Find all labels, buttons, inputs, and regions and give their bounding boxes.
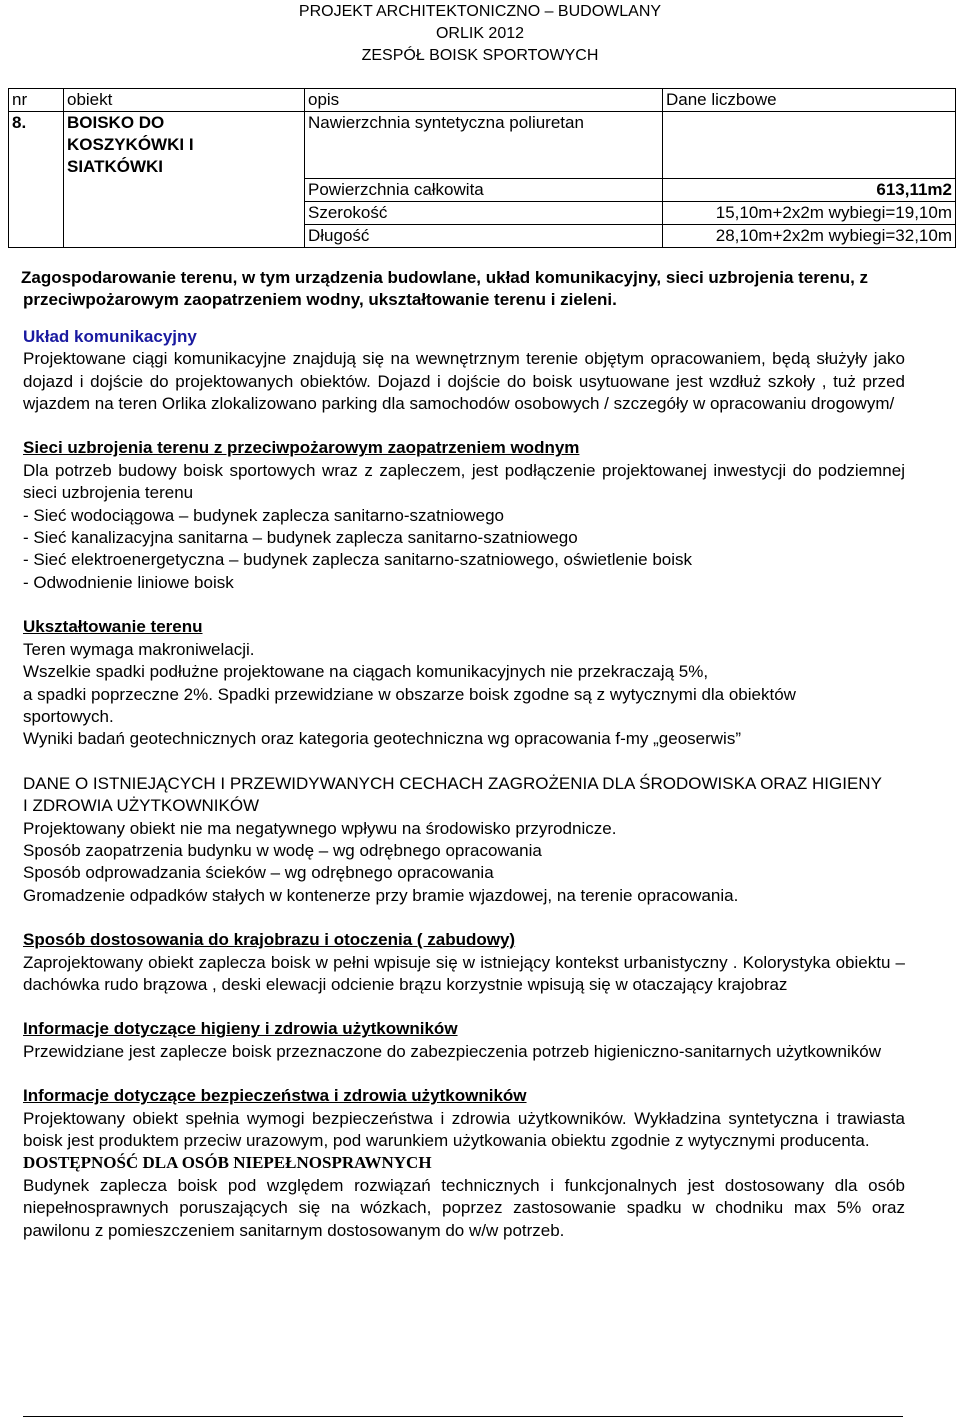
section-title-hazards: DANE O ISTNIEJĄCYCH I PRZEWIDYWANYCH CECHACH ZAGROŻENIA DLA ŚRODOWISKA ORAZ HIGIENY I ZDROWIA UŻYTKOWNIKÓW xyxy=(23,773,882,816)
header-line-project: PROJEKT ARCHITEKTONICZNO – BUDOWLANY xyxy=(298,3,662,20)
col-header-nr: nr xyxy=(9,89,64,112)
terrain-line: Wszelkie spadki podłużne projektowane na ciągach komunikacyjnych nie przekraczają 5%, xyxy=(23,662,709,682)
section-text-safety: Projektowany obiekt spełnia wymogi bezpieczeństwa i zdrowia użytkowników. Wykładzina syntetyczna i trawiasta boisk jest produktem przeciw urazowym, pod warunkiem użytkowania obiektu zgodnie z wytycznymi producenta. xyxy=(23,1108,905,1150)
section-title-utilities: Sieci uzbrojenia terenu z przeciwpożarowym zaopatrzeniem wodnym xyxy=(23,438,580,458)
row-value: 613,11m2 xyxy=(663,179,956,202)
section-text-accessibility: Budynek zaplecza boisk pod względem rozwiązań technicznych i funkcjonalnych jest dostosowany dla osób niepełnosprawnych poruszających się na wózkach, poprzez zastosowanie spadku w chodniku max 5% oraz pawilonu z pomieszczeniem sanitarnym dostosowanym do w/w potrzeb. xyxy=(23,1175,905,1240)
list-item: - Sieć kanalizacyjna sanitarna – budynek zaplecza sanitarno-szatniowego xyxy=(23,528,578,548)
table-header-row xyxy=(9,89,956,112)
hazards-line: Sposób zaopatrzenia budynku w wodę – wg odrębnego opracowania xyxy=(23,840,542,860)
header-line-program: ORLIK 2012 xyxy=(435,25,525,42)
section-title-hygiene: Informacje dotyczące higieny i zdrowia użytkowników xyxy=(23,1019,458,1039)
terrain-line: a spadki poprzeczne 2%. Spadki przewidziane w obszarze boisk zgodne są z wytycznymi dla obiektów sportowych. xyxy=(23,684,796,726)
document-body xyxy=(23,267,905,1242)
section-title-safety: Informacje dotyczące bezpieczeństwa i zdrowia użytkowników xyxy=(23,1086,527,1106)
terrain-line: Teren wymaga makroniwelacji. xyxy=(23,639,255,659)
row-value xyxy=(663,112,956,179)
list-item: - Sieć wodociągowa – budynek zaplecza sanitarno-szatniowego xyxy=(23,505,505,525)
object-name: BOISKO DO KOSZYKÓWKI I SIATKÓWKI xyxy=(64,112,305,248)
section-title-landscape: Sposób dostosowania do krajobrazu i otoczenia ( zabudowy) xyxy=(23,930,516,950)
table-row xyxy=(9,112,956,179)
col-header-description: opis xyxy=(305,89,663,112)
footer-divider xyxy=(23,1416,903,1417)
section-text-landscape: Zaprojektowany obiekt zaplecza boisk w pełni wpisuje się w istniejący kontekst urbanistyczny . Kolorystyka obiektu – dachówka rudo brązowa , deski elewacji odcienie brązu korzystnie wpisują się w otaczający krajobraz xyxy=(23,952,905,994)
terrain-line: Wyniki badań geotechnicznych oraz kategoria geotechniczna wg opracowania f-my „geoserwis” xyxy=(23,729,741,749)
row-description: Długość xyxy=(305,225,663,248)
section-text-utilities: Dla potrzeb budowy boisk sportowych wraz z zapleczem, jest podłączenie projektowanej inwestycji do podziemnej sieci uzbrojenia terenu xyxy=(23,460,905,503)
col-header-values: Dane liczbowe xyxy=(663,89,956,112)
section-title-accessibility: DOSTĘPNOŚĆ DLA OSÓB NIEPEŁNOSPRAWNYCH xyxy=(23,1153,432,1173)
hazards-line: Projektowany obiekt nie ma negatywnego wpływu na środowisko przyrodnicze. xyxy=(23,818,617,838)
row-description: Powierzchnia całkowita xyxy=(305,179,663,202)
list-item: - Sieć elektroenergetyczna – budynek zaplecza sanitarno-szatniowego, oświetlenie boisk xyxy=(23,550,693,570)
section-text-communication: Projektowane ciągi komunikacyjne znajdują się na wewnętrznym terenie objętym opracowaniem, będą służyły jako dojazd i dojście do projektowanych obiektów. Dojazd i dojście do boisk usytuowane jest wzdłuż szkoły , tuż przed wjazdem na teren Orlika zlokalizowano parking dla samochodów osobowych / szczegóły w opracowaniu drogowym/ xyxy=(23,349,905,414)
spec-table xyxy=(8,88,956,248)
row-value: 15,10m+2x2m wybiegi=19,10m xyxy=(663,202,956,225)
section-text-hygiene: Przewidziane jest zaplecze boisk przeznaczone do zabezpieczenia potrzeb higieniczno-sanitarnych użytkowników xyxy=(23,1041,882,1061)
col-header-object: obiekt xyxy=(64,89,305,112)
row-description: Nawierzchnia syntetyczna poliuretan xyxy=(305,112,663,179)
list-item: - Odwodnienie liniowe boisk xyxy=(23,572,234,592)
document-header xyxy=(0,0,960,67)
section-title-communication: Układ komunikacyjny xyxy=(23,326,197,346)
hazards-line: Gromadzenie odpadków stałych w kontenerze przy bramie wjazdowej, na terenie opracowania. xyxy=(23,885,739,905)
intro-heading: Zagospodarowanie terenu, w tym urządzenia budowlane, układ komunikacyjny, sieci uzbrojenia terenu, z przeciwpożarowym zaopatrzeniem wodny, ukształtowanie terenu i zieleni. xyxy=(21,268,869,310)
row-number: 8. xyxy=(9,112,64,248)
hazards-line: Sposób odprowadzania ścieków – wg odrębnego opracowania xyxy=(23,863,494,883)
row-description: Szerokość xyxy=(305,202,663,225)
header-line-subject: ZESPÓŁ BOISK SPORTOWYCH xyxy=(361,47,599,64)
section-title-terrain: Ukształtowanie terenu xyxy=(23,617,203,637)
row-value: 28,10m+2x2m wybiegi=32,10m xyxy=(663,225,956,248)
